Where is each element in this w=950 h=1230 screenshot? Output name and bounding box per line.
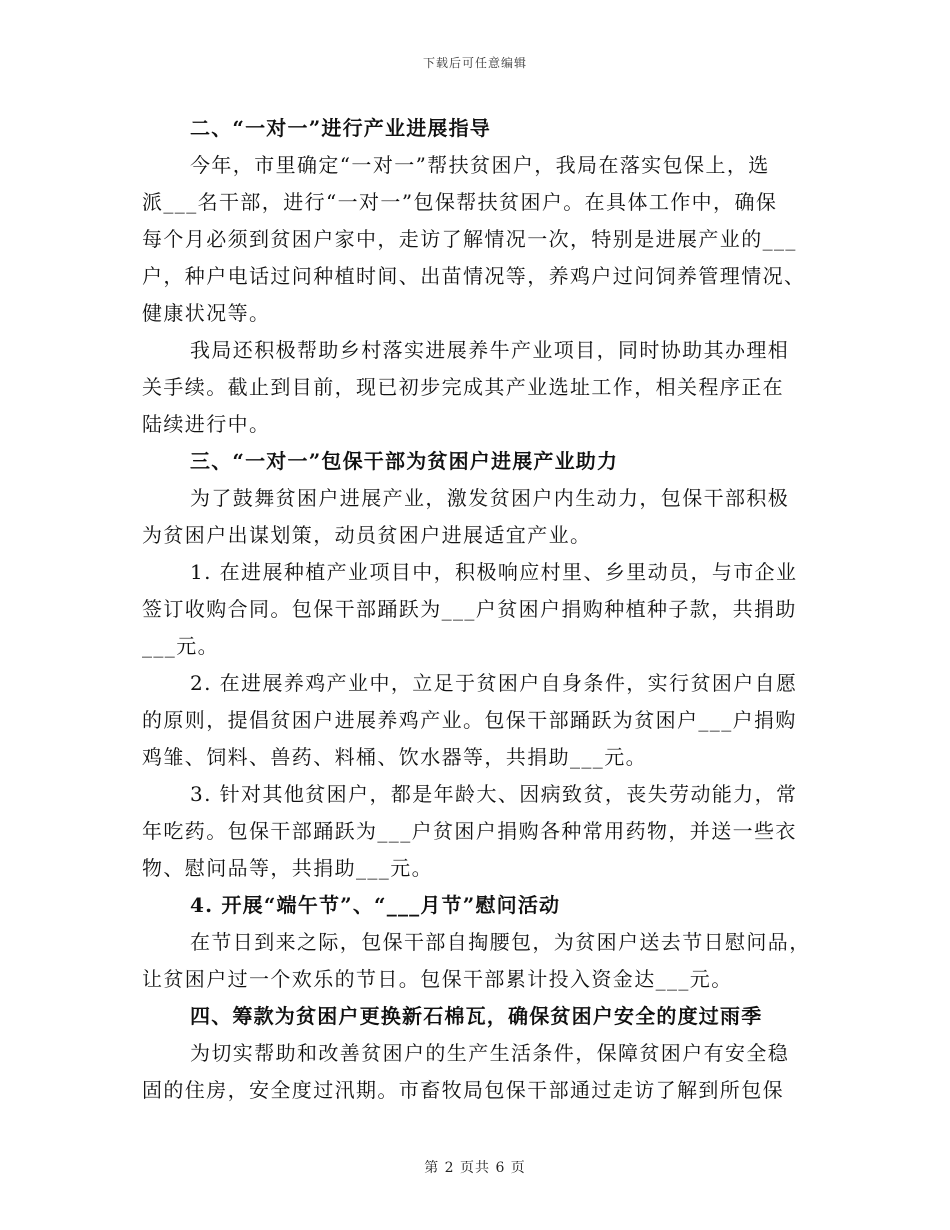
paragraph-line: 户，种户电话过问种植时间、出苗情况等，养鸡户过问饲养管理情况、 bbox=[142, 264, 806, 288]
paragraph-line: 鸡雏、饲料、兽药、料桶、饮水器等，共捐助___元。 bbox=[142, 745, 647, 769]
paragraph-line: 健康状况等。 bbox=[142, 301, 271, 325]
section-heading: 二、“一对一”进行产业进展指导 bbox=[190, 116, 492, 140]
paragraph-line: 物、慰问品等，共捐助___元。 bbox=[142, 856, 433, 880]
paragraph-line: 每个月必须到贫困户家中，走访了解情况一次，特别是进展产业的___ bbox=[142, 227, 797, 251]
paragraph-line: 年吃药。包保干部踊跃为___户贫困户捐购各种常用药物，并送一些衣 bbox=[142, 819, 797, 843]
paragraph-line: 我局还积极帮助乡村落实进展养牛产业项目，同时协助其办理相 bbox=[190, 338, 790, 362]
paragraph-line: 关手续。截止到目前，现已初步完成其产业选址工作，相关程序正在 bbox=[142, 375, 784, 399]
paragraph-line: 陆续进行中。 bbox=[142, 412, 271, 436]
paragraph-line: 3. 针对其他贫困户，都是年龄大、因病致贫，丧失劳动能力，常 bbox=[190, 782, 798, 806]
section-heading: 三、“一对一”包保干部为贫困户进展产业助力 bbox=[190, 449, 619, 473]
paragraph-line: 2. 在进展养鸡产业中，立足于贫困户自身条件，实行贫困户自愿 bbox=[190, 671, 798, 695]
paragraph-line: 为贫困户出谋划策，动员贫困户进展适宜产业。 bbox=[142, 523, 592, 547]
paragraph-line: 签订收购合同。包保干部踊跃为___户贫困户捐购种植种子款，共捐助 bbox=[142, 597, 797, 621]
page-header-note: 下载后可任意编辑 bbox=[422, 56, 527, 70]
paragraph-line: 为了鼓舞贫困户进展产业，激发贫困户内生动力，包保干部积极 bbox=[190, 486, 790, 510]
paragraph-line: 的原则，提倡贫困户进展养鸡产业。包保干部踊跃为贫困户___户捐购 bbox=[142, 708, 797, 732]
paragraph-line: 固的住房，安全度过汛期。市畜牧局包保干部通过走访了解到所包保 bbox=[142, 1078, 784, 1102]
document-body bbox=[142, 110, 811, 1109]
section-heading: 四、筹款为贫困户更换新石棉瓦，确保贫困户安全的度过雨季 bbox=[190, 1004, 763, 1028]
paragraph-line: 让贫困户过一个欢乐的节日。包保干部累计投入资金达___元。 bbox=[142, 967, 733, 991]
paragraph-line: ___元。 bbox=[142, 634, 219, 658]
paragraph-line: 1. 在进展种植产业项目中，积极响应村里、乡里动员，与市企业 bbox=[190, 560, 798, 584]
paragraph-line: 在节日到来之际，包保干部自掏腰包，为贫困户送去节日慰问品， bbox=[190, 930, 811, 954]
paragraph-line: 派___名干部，进行“一对一”包保帮扶贫困户。在具体工作中，确保 bbox=[142, 190, 778, 214]
page-footer: 第 2 页共 6 页 bbox=[424, 1160, 526, 1176]
section-heading: 4. 开展“端午节”、“___月节”慰问活动 bbox=[190, 893, 561, 917]
paragraph-line: 今年，市里确定“一对一”帮扶贫困户，我局在落实包保上，选 bbox=[190, 153, 770, 177]
paragraph-line: 为切实帮助和改善贫困户的生产生活条件，保障贫困户有安全稳 bbox=[190, 1041, 790, 1065]
